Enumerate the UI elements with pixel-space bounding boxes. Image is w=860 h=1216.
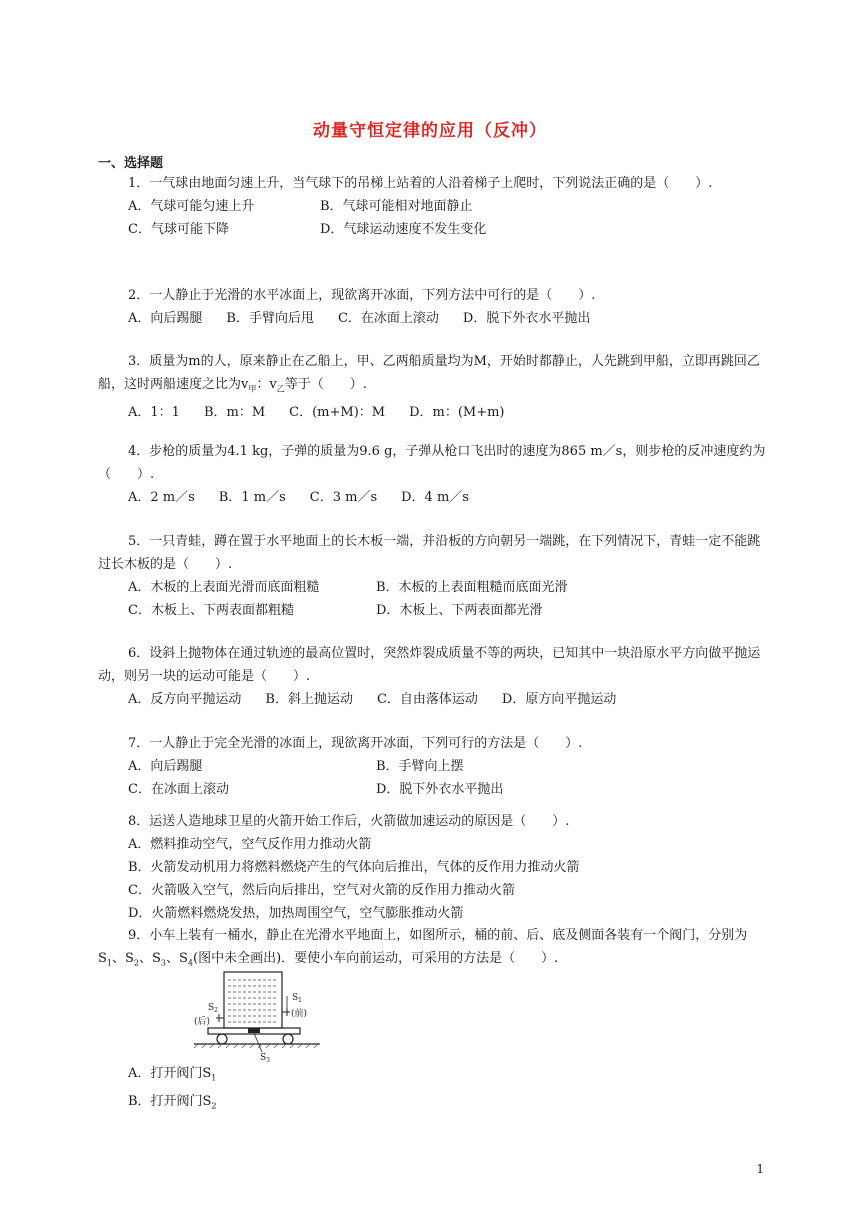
- subscript: 乙: [276, 384, 285, 394]
- option-d: D．原方向平抛运动: [501, 692, 617, 707]
- option-b: B．1 m／s: [218, 490, 286, 505]
- valve-bottom: [248, 1028, 260, 1033]
- stem-text: 等于（ ）.: [284, 377, 367, 392]
- option-c: C．3 m／s: [309, 490, 378, 505]
- option-c: C．(m+M)：M: [289, 404, 386, 420]
- valve-bottom-leader: [254, 1033, 262, 1052]
- option-c: C．气球可能下降: [128, 222, 229, 237]
- option-b: B．打开阀门$S_2$: [128, 1093, 217, 1111]
- option-c: C．在冰面上滚动: [337, 311, 439, 326]
- question-6: [98, 642, 768, 711]
- question-stem: 1．一气球由地面匀速上升，当气球下的吊梯上站着的人沿着梯子上爬时，下列说法正确的是（ ）.: [128, 176, 713, 191]
- label-s3: $S_3$: [260, 1053, 270, 1062]
- question-stem: 2．一人静止于光滑的水平冰面上，现欲离开冰面，下列方法中可行的是（ ）.: [128, 288, 596, 303]
- option-a: A．向后踢腿: [128, 311, 203, 326]
- option-a: A．气球可能匀速上升: [128, 199, 255, 214]
- stem-text: 、S: [112, 951, 134, 966]
- question-7: [98, 732, 768, 801]
- label-back: (后): [194, 1017, 211, 1027]
- option-b: B．火箭发动机用力将燃料燃烧产生的气体向后推出，气体的反作用力推动火箭: [128, 860, 580, 875]
- stem-text: ：v: [256, 377, 277, 392]
- subscript: 2: [133, 958, 139, 968]
- question-3: [98, 350, 768, 424]
- valve-front: [282, 1008, 290, 1016]
- cart-bucket-figure: [190, 966, 330, 1062]
- option-a: A．1：1: [128, 404, 180, 420]
- stem-text: 、S: [139, 951, 161, 966]
- option-a: A．木板的上表面光滑而底面粗糙: [128, 580, 320, 595]
- option-c: C．在冰面上滚动: [128, 782, 229, 797]
- subscript: 3: [160, 958, 166, 968]
- option-d: D．木板上、下两表面都光滑: [376, 603, 543, 618]
- water-lines: [228, 980, 278, 1022]
- question-8: [98, 810, 768, 925]
- page-title: 动量守恒定律的应用（反冲）: [313, 121, 547, 141]
- option-a: A．打开阀门$S_1$: [128, 1066, 217, 1083]
- option-d: D．气球运动速度不发生变化: [320, 222, 487, 237]
- option-a: A．2 m／s: [128, 490, 195, 505]
- question-stem: 7．一人静止于完全光滑的冰面上，现欲离开冰面，下列可行的方法是（ ）.: [128, 736, 583, 751]
- option-b: B．手臂向上摆: [376, 759, 464, 774]
- bucket-outline: [224, 972, 282, 1028]
- question-2: [98, 284, 768, 330]
- option-d: D．火箭燃料燃烧发热，加热周围空气，空气膨胀推动火箭: [128, 906, 464, 921]
- option-d: D．4 m／s: [401, 490, 469, 505]
- option-c: C．木板上、下两表面都粗糙: [128, 603, 294, 618]
- stem-text: 、S: [166, 951, 188, 966]
- label-s1: $S_1$: [292, 993, 302, 1004]
- stem-text: 3．质量为m的人，原来静止在乙船上，甲、乙两船质量均为M，开始时都静止，人先跳到甲船，立即再跳回乙船，这时两船速度之比为v: [98, 354, 760, 392]
- wheel-rear: [217, 1034, 227, 1044]
- subscript: 甲: [248, 384, 257, 394]
- option-b: B．木板的上表面粗糙而底面光滑: [376, 580, 568, 595]
- question-stem: 4．步枪的质量为4.1 kg，子弹的质量为9.6 g，子弹从枪口飞出时的速度为865 m／s，则步枪的反冲速度约为（ ）.: [98, 444, 766, 482]
- option-b: B．手臂向后甩: [226, 311, 314, 326]
- question-1: [98, 172, 768, 241]
- option-d: D．脱下外衣水平抛出: [376, 782, 504, 797]
- option-a: A．燃料推动空气，空气反作用力推动火箭: [128, 837, 372, 852]
- question-9-options: [98, 1062, 768, 1117]
- question-5: [98, 530, 768, 622]
- option-d: D．m：(M+m): [409, 404, 505, 420]
- label-s2: $S_2$: [208, 1003, 218, 1014]
- wheel-front: [283, 1034, 293, 1044]
- stem-text: (图中未全画出)．要使小车向前运动，可采用的方法是（ ）.: [193, 951, 559, 966]
- option-c: C．自由落体运动: [376, 692, 478, 707]
- page-number: 1: [756, 1162, 764, 1176]
- subscript: 4: [187, 958, 193, 968]
- section-heading: 一、选择题: [98, 156, 164, 171]
- option-d: D．脱下外衣水平抛出: [462, 311, 591, 326]
- question-4: [98, 440, 768, 509]
- question-stem: 5．一只青蛙，蹲在置于水平地面上的长木板一端，并沿板的方向朝另一端跳，在下列情况下，青蛙一定不能跳过长木板的是（ ）.: [98, 534, 761, 572]
- option-c: C．火箭吸入空气，然后向后排出，空气对火箭的反作用力推动火箭: [128, 883, 515, 898]
- question-stem: 8．运送人造地球卫星的火箭开始工作后，火箭做加速运动的原因是（ ）.: [128, 814, 570, 829]
- option-b: B．气球可能相对地面静止: [320, 199, 473, 214]
- option-b: B．斜上抛运动: [265, 692, 353, 707]
- label-front: (前): [291, 1009, 308, 1019]
- option-b: B．m：M: [203, 404, 266, 420]
- question-stem: 6．设斜上抛物体在通过轨迹的最高位置时，突然炸裂成质量不等的两块，已知其中一块沿原水平方向做平抛运动，则另一块的运动可能是（ ）.: [98, 646, 761, 684]
- subscript: 1: [106, 958, 112, 968]
- question-stem: [98, 350, 768, 401]
- stem-text: 9．小车上装有一桶水，静止在光滑水平地面上，如图所示，桶的前、后、底及侧面各装有一个阀门，分别为S: [98, 928, 748, 966]
- option-a: A．反方向平抛运动: [128, 692, 242, 707]
- option-a: A．向后踢腿: [128, 759, 203, 774]
- valve-rear: [216, 1014, 224, 1022]
